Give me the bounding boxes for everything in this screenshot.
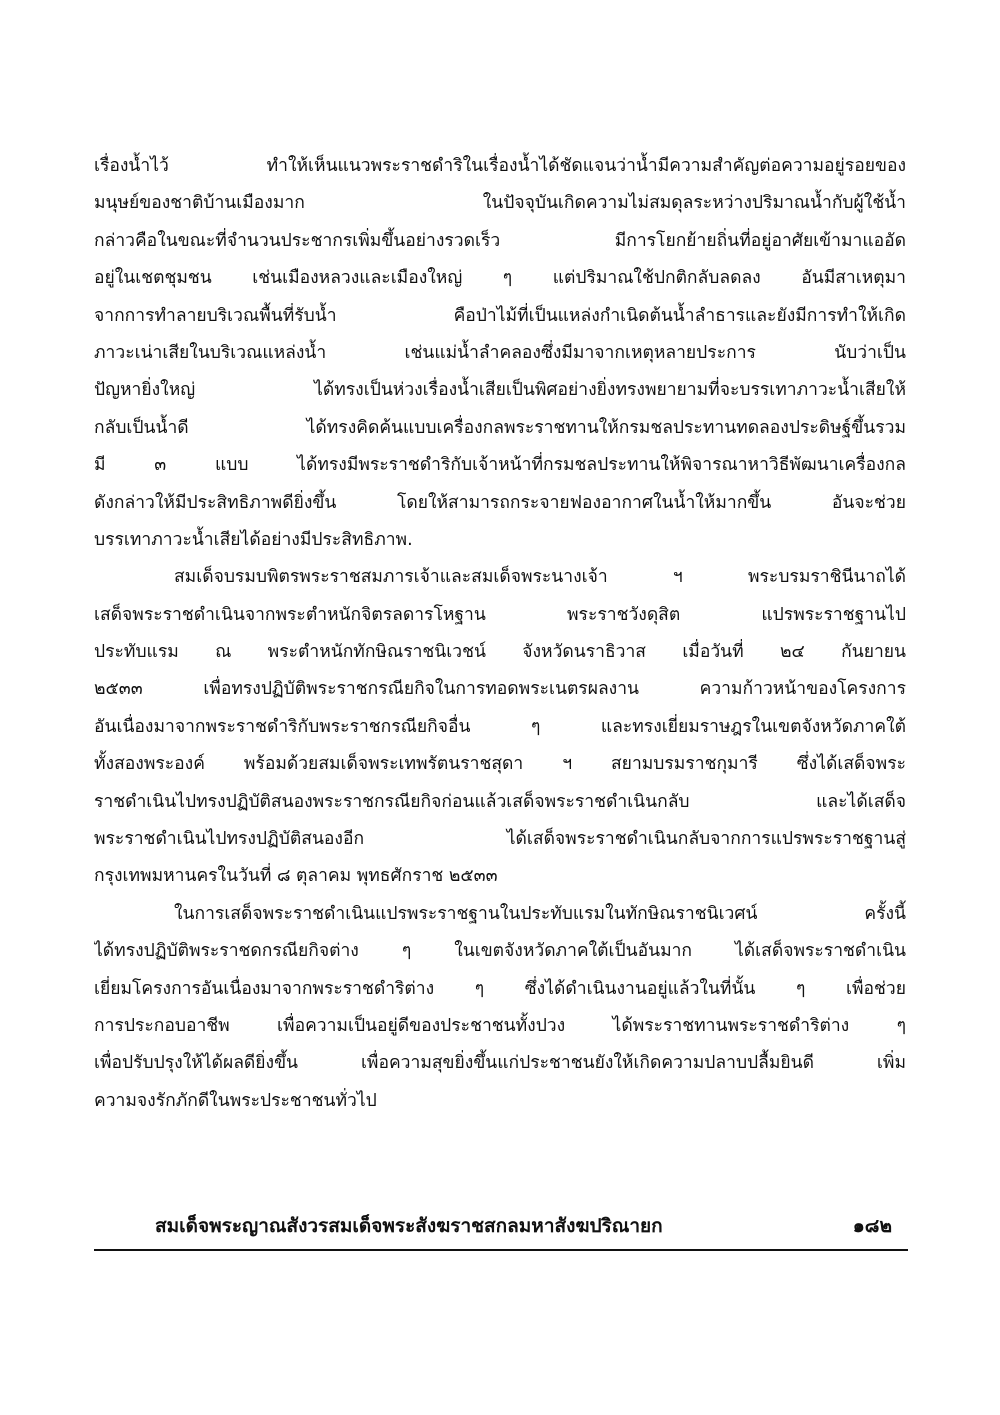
paragraph-3-line: เพื่อปรับปรุงให้ได้ผลดียิ่งขึ้น เพื่อความสุขยิ่งขึ้นแก่ประชาชนยังให้เกิดความปลาบปลื้มยินดี เพิ่ม [94,1053,906,1074]
paragraph-3-first-line: ในการเสด็จพระราชดำเนินแปรพระราชฐานในประทับแรมในทักษิณราชนิเวศน์ ครั้งนี้ [174,903,906,924]
paragraph-1-line: มี ๓ แบบ ได้ทรงมีพระราชดำริกับเจ้าหน้าที่กรมชลประทานให้พิจารณาหาวิธีพัฒนาเครื่องกล [94,455,906,476]
paragraph-3-line: ความจงรักภักดีในพระประชาชนทั่วไป [94,1090,377,1111]
page-number: ๑๘๒ [852,1215,892,1237]
paragraph-1-line: อยู่ในเชตชุมชน เช่นเมืองหลวงและเมืองใหญ่ ๆ แต่ปริมาณใช้ปกติกลับลดลง อันมีสาเหตุมา [94,268,906,289]
paragraph-2-line: ๒๕๓๓ เพื่อทรงปฏิบัติพระราชกรณียกิจในการทอดพระเนตรผลงาน ความก้าวหน้าของโครงการ [94,679,906,700]
paragraph-3-line: เยี่ยมโครงการอันเนื่องมาจากพระราชดำริต่าง ๆ ซึ่งได้ดำเนินงานอยู่แล้วในที่นั้น ๆ เพื่อช่วย [94,978,906,999]
footer-title: สมเด็จพระญาณสังวรสมเด็จพระสังฆราชสกลมหาสังฆปริณายก [155,1215,663,1237]
paragraph-1-line: กล่าวคือในขณะที่จำนวนประชากรเพิ่มขึ้นอย่างรวดเร็ว มีการโยกย้ายถิ่นที่อยู่อาศัยเข้ามาแออัด [94,230,906,251]
paragraph-1-line: ดังกล่าวให้มีประสิทธิภาพดียิ่งขึ้น โดยให้สามารถกระจายฟองอากาศในน้ำให้มากขึ้น อันจะช่วย [94,492,906,513]
paragraph-2-line: ทั้งสองพระองค์ พร้อมด้วยสมเด็จพระเทพรัตนราชสุดา ฯ สยามบรมราชกุมารี ซึ่งได้เสด็จพระ [94,754,906,775]
paragraph-1-line: กลับเป็นน้ำดี ได้ทรงคิดค้นแบบเครื่องกลพระราชทานให้กรมชลประทานทดลองประดิษฐ์ขึ้นรวม [94,417,906,438]
paragraph-1-line: จากการทำลายบริเวณพื้นที่รับน้ำ คือป่าไม้ที่เป็นแหล่งกำเนิดต้นน้ำลำธารและยังมีการทำให้เกิด [94,305,906,326]
paragraph-3-line: การประกอบอาชีพ เพื่อความเป็นอยู่ดีของประชาชนทั้งปวง ได้พระราชทานพระราชดำริต่าง ๆ [94,1015,906,1036]
paragraph-1-line: เรื่องน้ำไว้ ทำให้เห็นแนวพระราชดำริในเรื่องน้ำได้ชัดแจนว่าน้ำมีความสำคัญต่อความอยู่รอยของ [94,156,906,176]
paragraph-1-line: ปัญหายิ่งใหญ่ ได้ทรงเป็นห่วงเรื่องน้ำเสียเป็นพิศอย่างยิ่งทรงพยายามที่จะบรรเทาภาวะน้ำเสียให้ [94,380,906,401]
paragraph-2-line: ประทับแรม ณ พระตำหนักทักษิณราชนิเวชน์ จังหวัดนราธิวาส เมื่อวันที่ ๒๔ กันยายน [94,642,906,663]
paragraph-1-line: ภาวะเน่าเสียในบริเวณแหล่งน้ำ เช่นแม่น้ำลำคลองซึ่งมีมาจากเหตุหลายประการ นับว่าเป็น [94,342,906,363]
body-text [94,148,906,1120]
footer-divider [94,1249,908,1251]
paragraph-2-line: อันเนื่องมาจากพระราชดำริกับพระราชกรณียกิจอื่น ๆ และทรงเยี่ยมราษฎรในเขตจังหวัดภาคใต้ [94,716,906,737]
paragraph-1-line: มนุษย์ของชาติบ้านเมืองมาก ในปัจจุบันเกิดความไม่สมดุลระหว่างปริมาณน้ำกับผู้ใช้น้ำ [94,193,906,214]
paragraph-2-line: พระราชดำเนินไปทรงปฏิบัติสนองอีก ได้เสด็จพระราชดำเนินกลับจากการแปรพระราชฐานสู่ [94,829,906,850]
paragraph-2-line: ราชดำเนินไปทรงปฏิบัติสนองพระราชกรณียกิจก่อนแล้วเสด็จพระราชดำเนินกลับ และได้เสด็จ [94,791,906,812]
paragraph-2-line: กรุงเทพมหานครในวันที่ ๘ ตุลาคม พุทธศักราช ๒๕๓๓ [94,866,498,887]
paragraph-3-line: ได้ทรงปฏิบัติพระราชดกรณียกิจต่าง ๆ ในเขตจังหวัดภาคใต้เป็นอันมาก ได้เสด็จพระราชดำเนิน [94,941,906,962]
paragraph-2-line: เสด็จพระราชดำเนินจากพระตำหนักจิตรลดารโหฐาน พระราชวังดุสิต แปรพระราชฐานไป [94,604,906,625]
paragraph-2-first-line: สมเด็จบรมบพิตรพระราชสมภารเจ้าและสมเด็จพระนางเจ้า ฯ พระบรมราชินีนาถได้ [174,567,906,588]
paragraph-1-line: บรรเทาภาวะน้ำเสียได้อย่างมีประสิทธิภาพ. [94,529,413,550]
